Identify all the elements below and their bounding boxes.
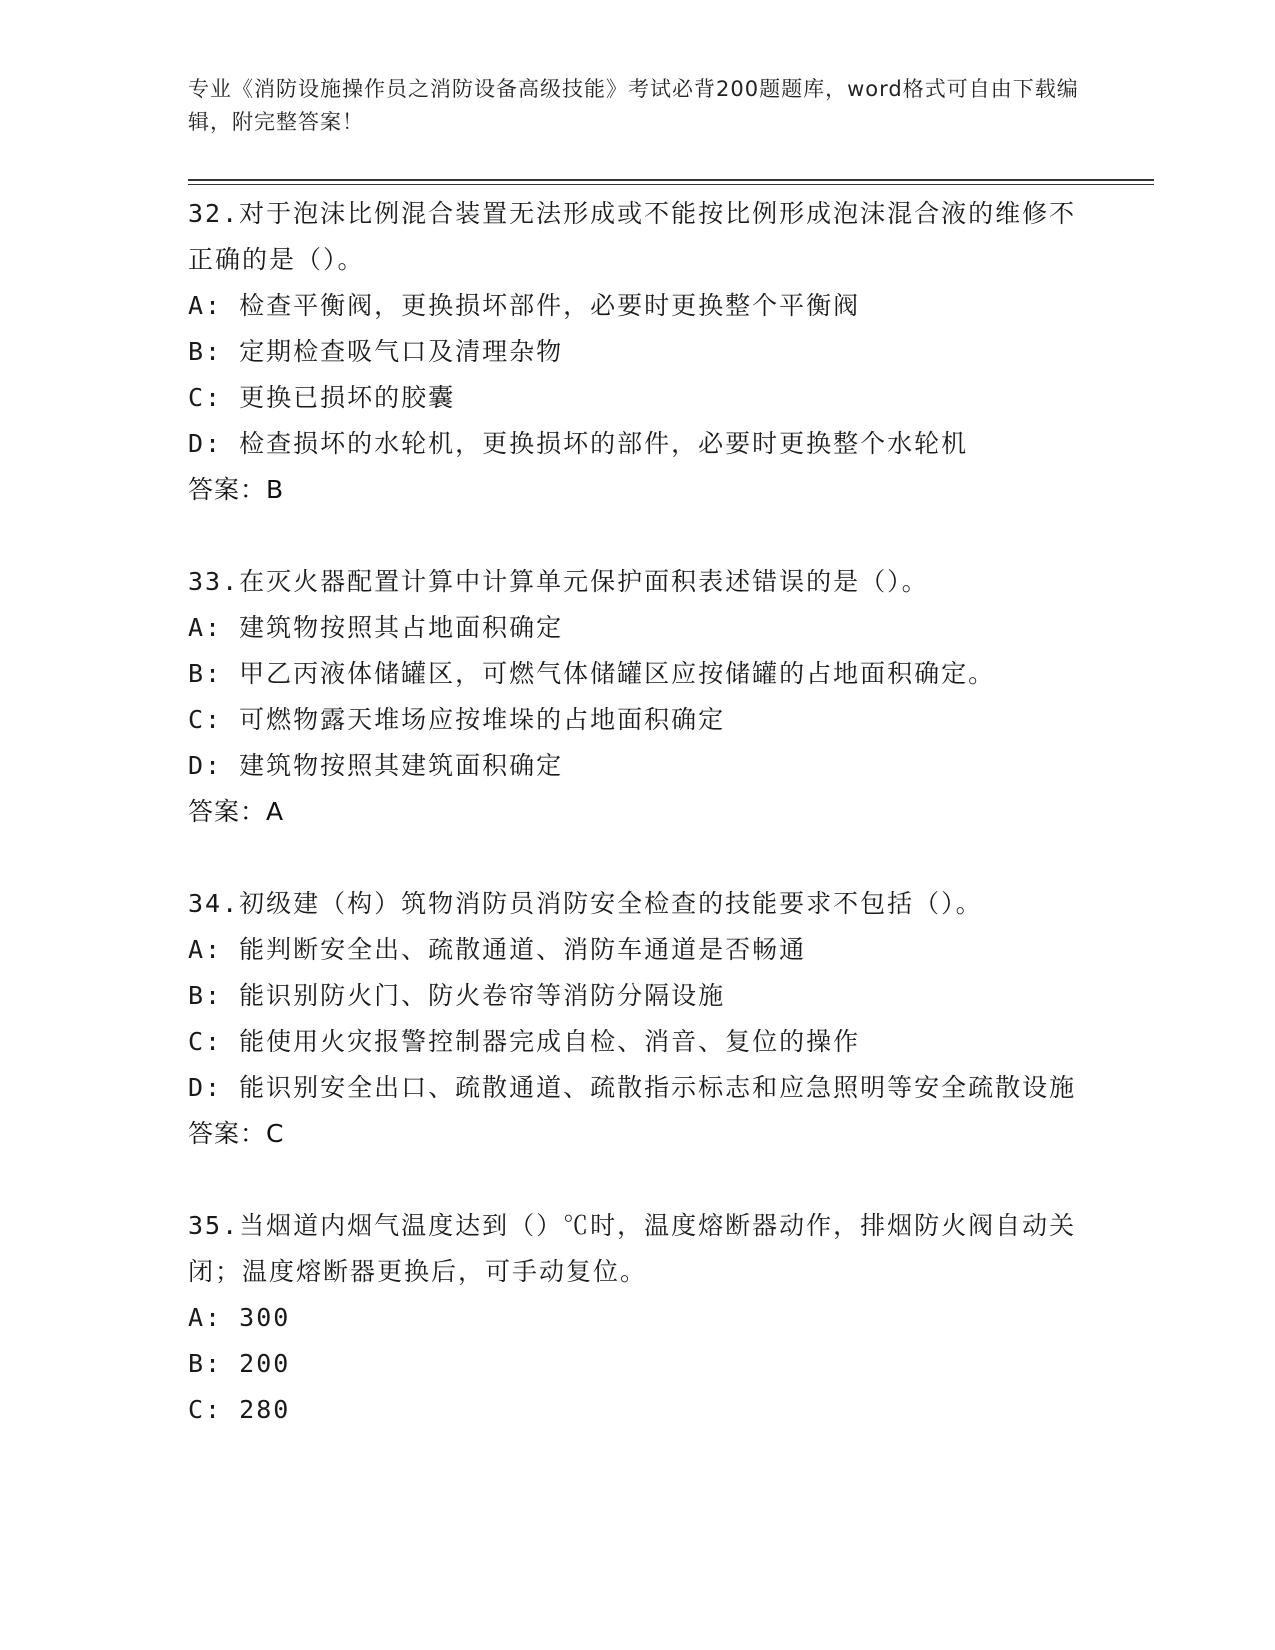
option-b: B: 甲乙丙液体储罐区，可燃气体储罐区应按储罐的占地面积确定。 [188,659,996,688]
question-34 [188,881,1088,1157]
question-list [188,191,1088,1479]
option-b: B: 能识别防火门、防火卷帘等消防分隔设施 [188,981,726,1010]
header-divider-thin [188,184,1154,185]
question-stem: 34.初级建（构）筑物消防员消防安全检查的技能要求不包括（）。 [188,889,983,918]
answer-label: 答案：C [188,1119,285,1148]
option-c: C: 更换已损坏的胶囊 [188,383,456,412]
option-d: D: 建筑物按照其建筑面积确定 [188,751,564,780]
question-stem: 35.当烟道内烟气温度达到（）℃时，温度熔断器动作，排烟防火阀自动关闭；温度熔断器更换后，可手动复位。 [188,1211,1077,1286]
question-stem: 32.对于泡沫比例混合装置无法形成或不能按比例形成泡沫混合液的维修不正确的是（）。 [188,199,1077,274]
option-a: A: 能判断安全出、疏散通道、消防车通道是否畅通 [188,935,807,964]
question-stem: 33.在灭火器配置计算中计算单元保护面积表述错误的是（）。 [188,567,929,596]
question-33 [188,559,1088,835]
answer-label: 答案：A [188,797,285,826]
option-c: C: 能使用火灾报警控制器完成自检、消音、复位的操作 [188,1027,861,1056]
question-35 [188,1203,1088,1433]
option-b: B: 定期检查吸气口及清理杂物 [188,337,564,366]
answer-label: 答案：B [188,475,285,504]
option-c: C: 280 [188,1395,291,1424]
option-b: B: 200 [188,1349,291,1378]
header-divider-thick [188,179,1154,181]
option-c: C: 可燃物露天堆场应按堆垛的占地面积确定 [188,705,726,734]
option-d: D: 能识别安全出口、疏散通道、疏散指示标志和应急照明等安全疏散设施 [188,1073,1077,1102]
question-32 [188,191,1088,513]
option-a: A: 300 [188,1303,291,1332]
option-a: A: 检查平衡阀，更换损坏部件，必要时更换整个平衡阀 [188,291,861,320]
option-a: A: 建筑物按照其占地面积确定 [188,613,564,642]
option-d: D: 检查损坏的水轮机，更换损坏的部件，必要时更换整个水轮机 [188,429,969,458]
document-header: 专业《消防设施操作员之消防设备高级技能》考试必背200题题库，word格式可自由下载编辑，附完整答案！ [188,77,1079,134]
